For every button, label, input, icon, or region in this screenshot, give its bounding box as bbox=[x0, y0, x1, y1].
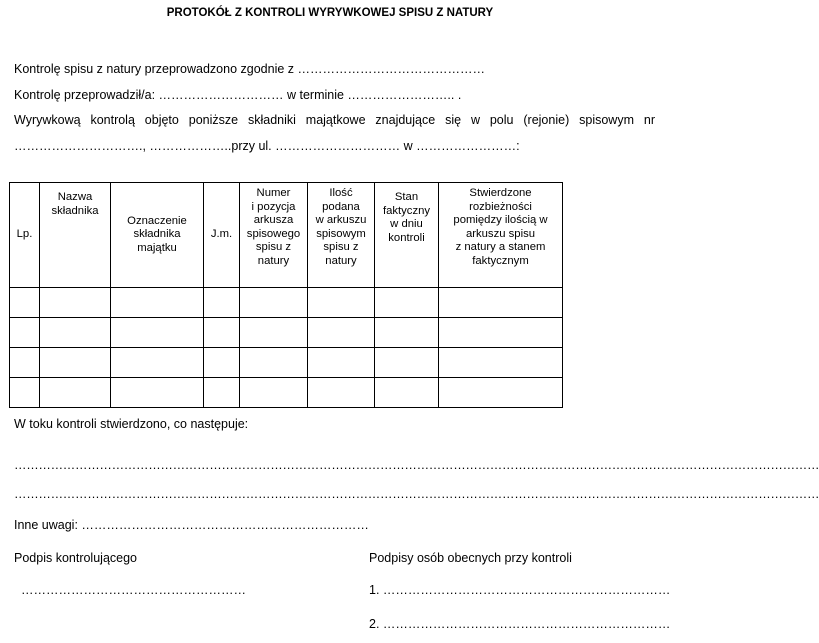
table-row bbox=[10, 378, 563, 408]
header-sheet-number: Numer i pozycja arkusza spisowego spisu z natury bbox=[240, 183, 308, 288]
table-cell[interactable] bbox=[308, 288, 375, 318]
controller-signature-line: ……………………………………………… bbox=[21, 583, 246, 597]
table-cell[interactable] bbox=[111, 378, 204, 408]
findings-line-2: ……………………………………………………………………………………………………………………………………………………………………………… bbox=[14, 487, 819, 501]
other-remarks: Inne uwagi: …………………………………………………………… bbox=[14, 518, 369, 532]
table-row bbox=[10, 318, 563, 348]
table-cell[interactable] bbox=[308, 378, 375, 408]
header-name: Nazwa składnika bbox=[40, 183, 111, 288]
table-cell[interactable] bbox=[10, 318, 40, 348]
findings-label: W toku kontroli stwierdzono, co następuje: bbox=[14, 417, 249, 431]
table-cell[interactable] bbox=[240, 318, 308, 348]
findings-line-1: ……………………………………………………………………………………………………………………………………………………………………………… bbox=[14, 458, 819, 472]
table-cell[interactable] bbox=[111, 348, 204, 378]
document-title: PROTOKÓŁ Z KONTROLI WYRYWKOWEJ SPISU Z NATURY bbox=[166, 7, 494, 19]
table-cell[interactable] bbox=[439, 348, 563, 378]
table-cell[interactable] bbox=[308, 318, 375, 348]
table-cell[interactable] bbox=[40, 378, 111, 408]
table-cell[interactable] bbox=[40, 348, 111, 378]
witnesses-signature-label: Podpisy osób obecnych przy kontroli bbox=[369, 551, 572, 565]
table-cell[interactable] bbox=[204, 348, 240, 378]
table-cell[interactable] bbox=[10, 378, 40, 408]
table-row bbox=[10, 348, 563, 378]
table-cell[interactable] bbox=[40, 318, 111, 348]
table-cell[interactable] bbox=[375, 318, 439, 348]
intro-line-location: …………………………., ………………..przy ul. ………………………… w ……………………: bbox=[14, 139, 520, 153]
header-actual-state: Stan faktyczny w dniu kontroli bbox=[375, 183, 439, 288]
table-cell[interactable] bbox=[10, 288, 40, 318]
table-cell[interactable] bbox=[111, 318, 204, 348]
intro-line-basis: Kontrolę spisu z natury przeprowadzono zgodnie z ……………………………………… bbox=[14, 62, 485, 76]
table-cell[interactable] bbox=[308, 348, 375, 378]
table-cell[interactable] bbox=[240, 288, 308, 318]
table-cell[interactable] bbox=[40, 288, 111, 318]
table-header-row bbox=[10, 183, 563, 288]
header-identifier: Oznaczenie składnika majątku bbox=[111, 183, 204, 288]
table-cell[interactable] bbox=[375, 348, 439, 378]
header-lp: Lp. bbox=[10, 183, 40, 288]
table-cell[interactable] bbox=[375, 378, 439, 408]
witness-2-signature-line: 2. …………………………………………………………… bbox=[369, 617, 671, 631]
table-cell[interactable] bbox=[375, 288, 439, 318]
table-cell[interactable] bbox=[10, 348, 40, 378]
intro-line-scope: Wyrywkową kontrolą objęto poniższe składniki majątkowe znajdujące się w polu (rejonie) spisowym nr bbox=[14, 113, 655, 127]
header-quantity-sheet: Ilość podana w arkuszu spisowym spisu z natury bbox=[308, 183, 375, 288]
header-discrepancies: Stwierdzone rozbieżności pomiędzy ilością w arkuszu spisu z natury a stanem faktycznym bbox=[439, 183, 563, 288]
table-cell[interactable] bbox=[439, 318, 563, 348]
table-cell[interactable] bbox=[204, 288, 240, 318]
table-cell[interactable] bbox=[240, 378, 308, 408]
table-cell[interactable] bbox=[240, 348, 308, 378]
intro-line-controller: Kontrolę przeprowadził/a: ………………………… w terminie …………………….. . bbox=[14, 88, 462, 102]
inventory-control-table bbox=[9, 182, 563, 408]
table-cell[interactable] bbox=[111, 288, 204, 318]
witness-1-signature-line: 1. …………………………………………………………… bbox=[369, 583, 671, 597]
controller-signature-label: Podpis kontrolującego bbox=[14, 551, 137, 565]
table-cell[interactable] bbox=[204, 318, 240, 348]
table-row bbox=[10, 288, 563, 318]
table-cell[interactable] bbox=[439, 378, 563, 408]
table-cell[interactable] bbox=[204, 378, 240, 408]
table-cell[interactable] bbox=[439, 288, 563, 318]
header-unit: J.m. bbox=[204, 183, 240, 288]
